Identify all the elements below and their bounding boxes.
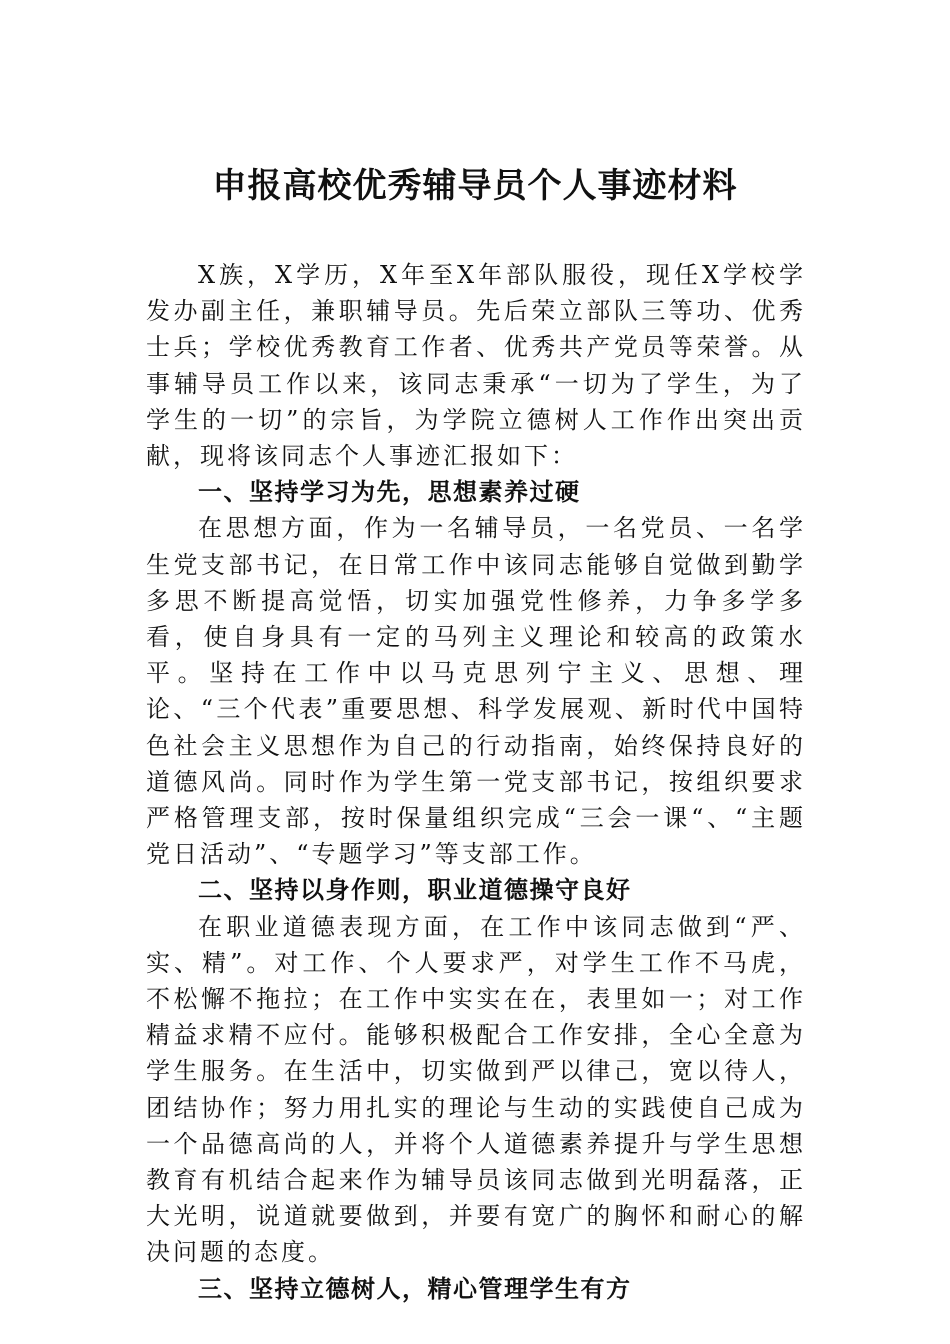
section-2-paragraph: 在职业道德表现方面，在工作中该同志做到“严、实、精”。对工作、个人要求严，对学生工作不马虎，不松懈不拖拉；在工作中实实在在，表里如一；对工作精益求精不应付。能够积极配合工作安排，全心全意为学生服务。在生活中，切实做到严以律己，宽以待人，团结协作；努力用扎实的理论与生动的实践使自己成为一个品德高尚的人，并将个人道德素养提升与学生思想教育有机结合起来作为辅导员该同志做到光明磊落，正大光明，说道就要做到，并要有宽广的胸怀和耐心的解决问题的态度。: [146, 912, 806, 1267]
document-title: 申报高校优秀辅导员个人事迹材料: [212, 166, 738, 206]
section-1-heading: 一、坚持学习为先，思想素养过硬: [198, 478, 581, 507]
section-3-heading: 三、坚持立德树人，精心管理学生有方: [198, 1274, 632, 1303]
section-1-paragraph: 在思想方面，作为一名辅导员，一名党员、一名学生党支部书记，在日常工作中该同志能够自觉做到勤学多思不断提高觉悟，切实加强党性修养，力争多学多看，使自身具有一定的马列主义理论和较高的政策水平。坚持在工作中以马克思列宁主义、思想、理论、“三个代表”重要思想、科学发展观、新时代中国特色社会主义思想作为自己的行动指南，始终保持良好的道德风尚。同时作为学生第一党支部书记，按组织要求严格管理支部，按时保量组织完成“三会一课“、“主题党日活动”、“专题学习”等支部工作。: [146, 514, 806, 869]
section-2-heading: 二、坚持以身作则，职业道德操守良好: [198, 876, 632, 905]
document-body: [146, 257, 806, 1307]
intro-paragraph: X族，X学历，X年至X年部队服役，现任X学校学发办副主任，兼职辅导员。先后荣立部队三等功、优秀士兵；学校优秀教育工作者、优秀共产党员等荣誉。从事辅导员工作以来，该同志秉承“一切为了学生，为了学生的一切”的宗旨，为学院立德树人工作作出突出贡献，现将该同志个人事迹汇报如下：: [146, 261, 806, 471]
